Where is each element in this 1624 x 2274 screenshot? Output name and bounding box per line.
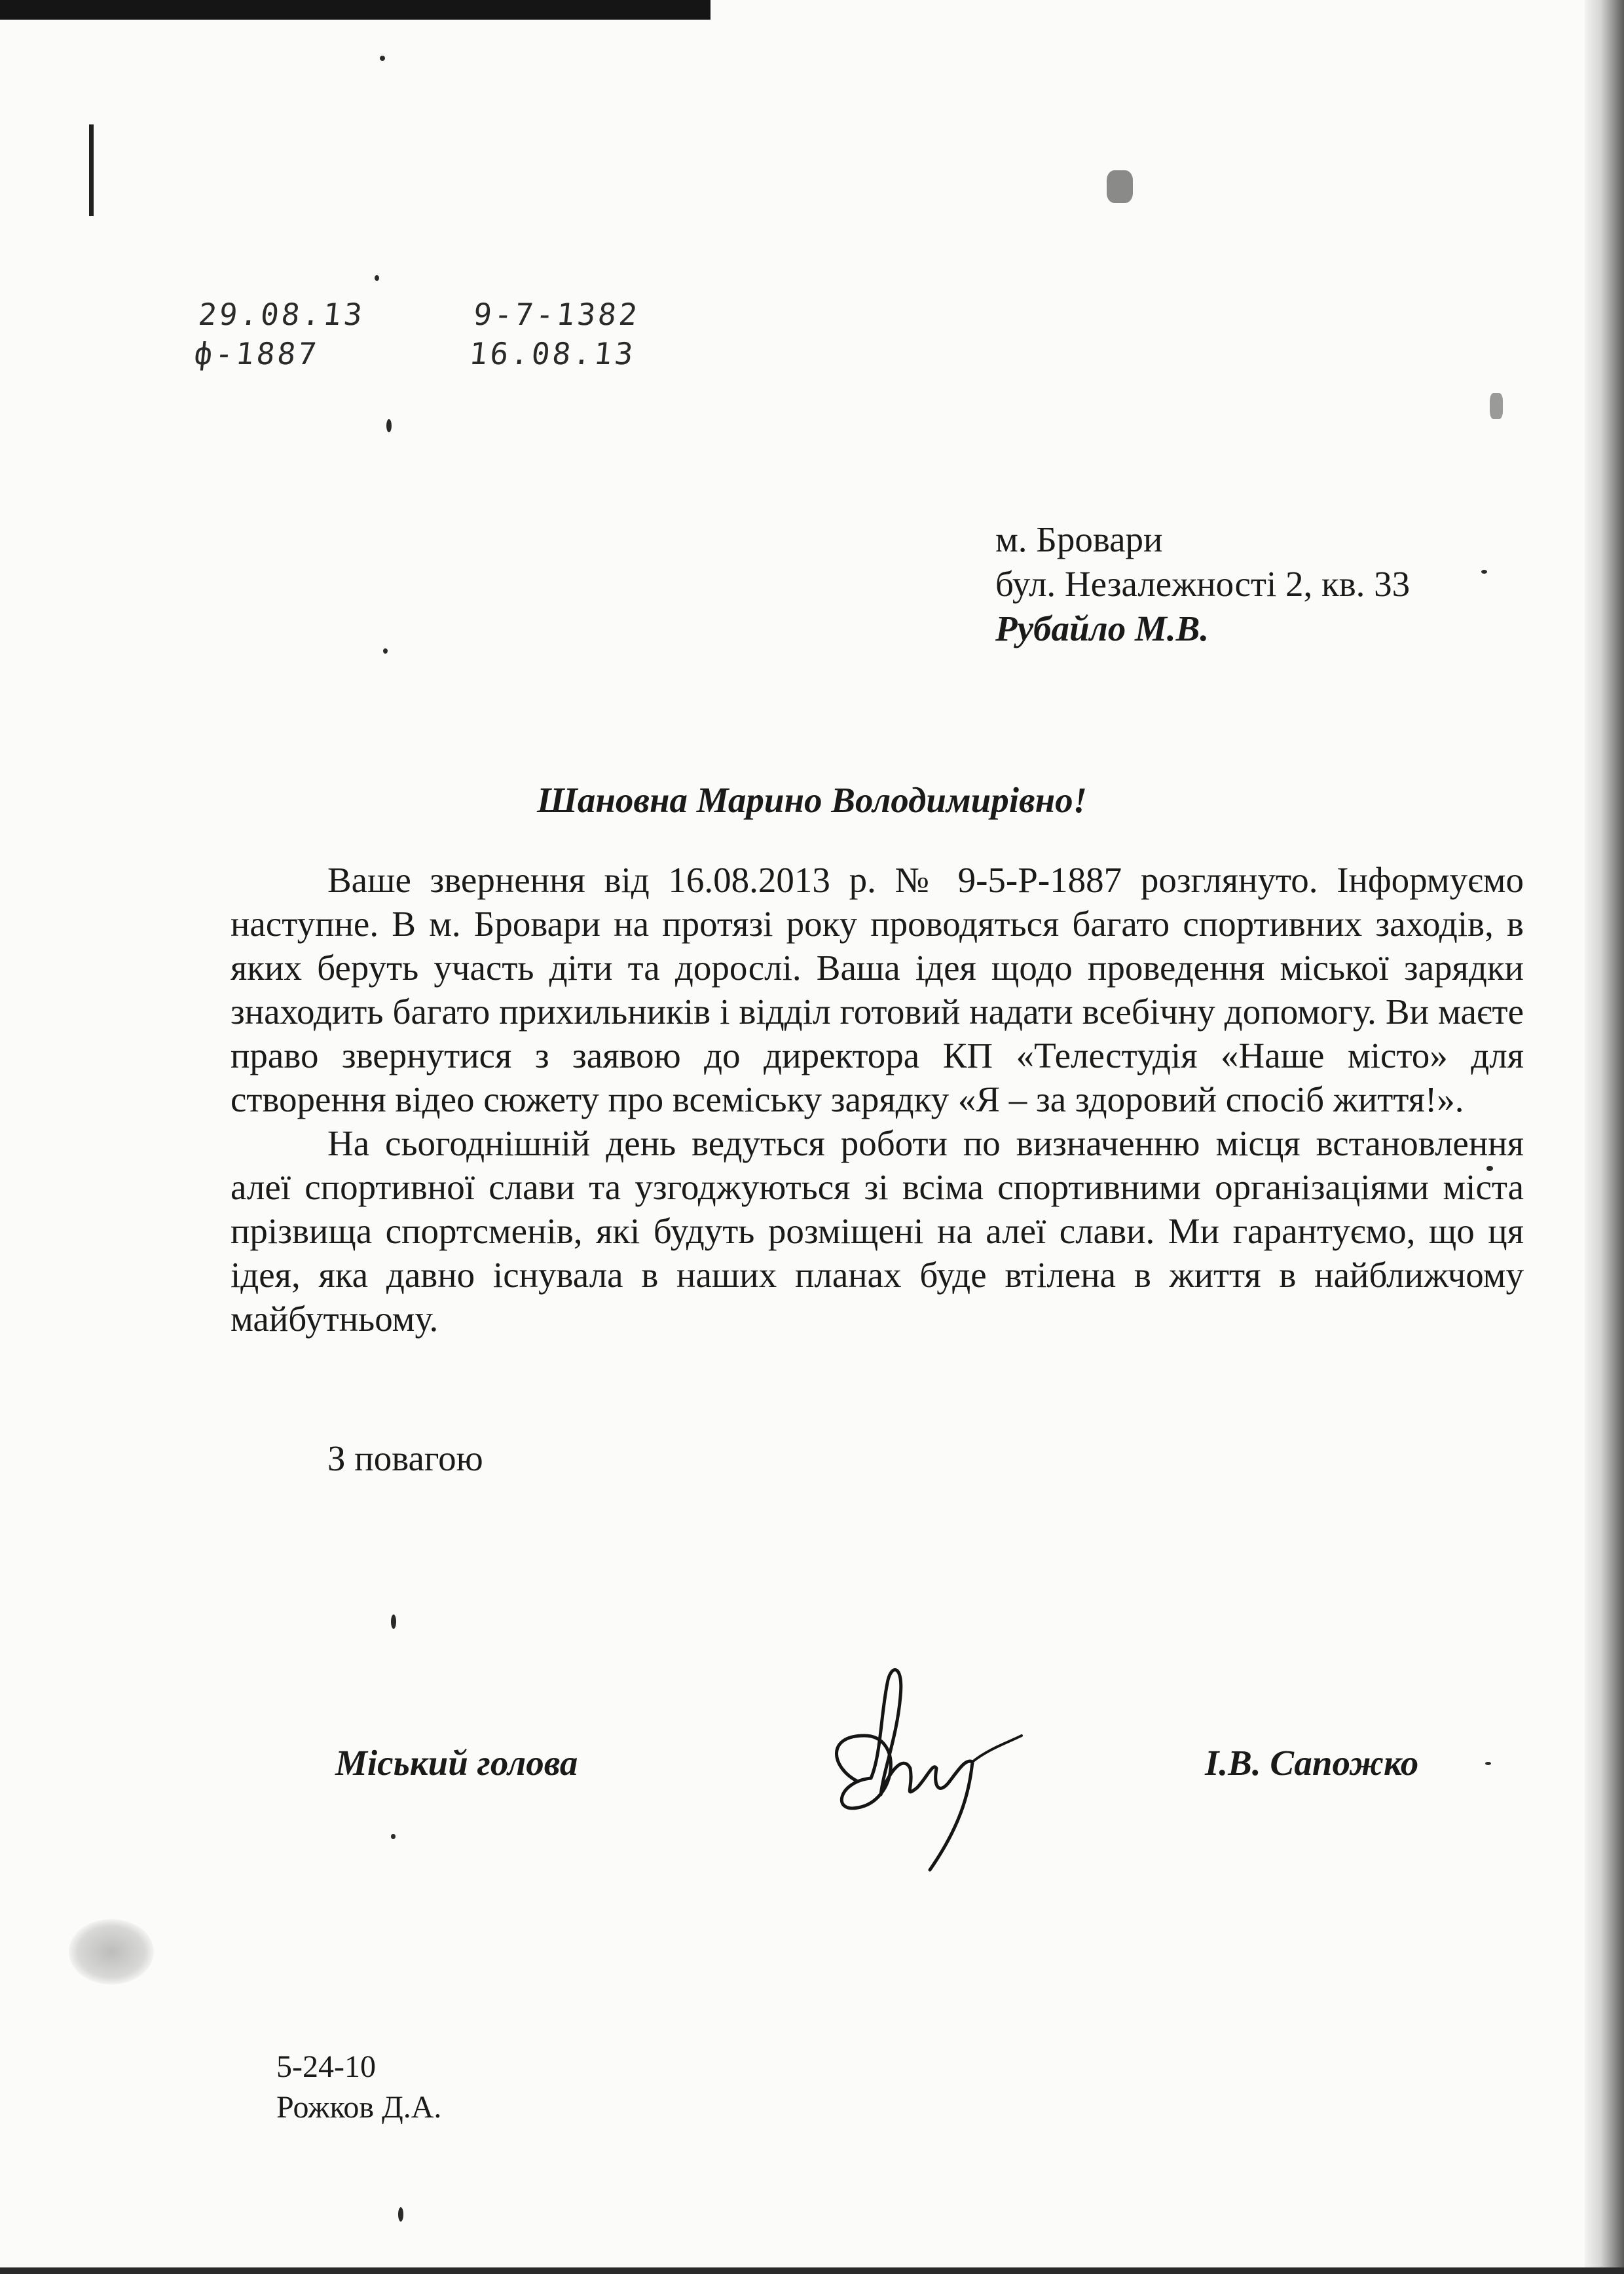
- scan-speck: [398, 2207, 403, 2222]
- stain-mark: [69, 1919, 154, 1985]
- addressee-street: бул. Незалежності 2, кв. 33: [995, 564, 1411, 604]
- scan-speck: [1481, 570, 1487, 574]
- closing-phrase: З повагою: [327, 1438, 483, 1478]
- executor-phone: 5-24-10: [276, 2049, 376, 2084]
- handwritten-row: [193, 334, 638, 373]
- addressee-block: [995, 517, 1410, 651]
- handwritten-date-sent: 16.08.13: [468, 336, 638, 371]
- executor-name: Рожков Д.А.: [276, 2090, 442, 2125]
- scan-speck: [1485, 1762, 1491, 1765]
- executor-block: [276, 2047, 441, 2128]
- scan-speck: [391, 1614, 396, 1629]
- bottom-scan-edge: [0, 2267, 1624, 2274]
- addressee-name: Рубайло М.В.: [995, 608, 1209, 648]
- signatory-name: І.В. Сапожко: [1205, 1743, 1419, 1783]
- scan-speck: [383, 648, 388, 654]
- handwritten-reference-number: ф-1887: [193, 336, 321, 371]
- scan-speck: [391, 1834, 396, 1839]
- salutation: Шановна Марино Володимирівно!: [536, 780, 1088, 820]
- signatory-title: Міський голова: [335, 1743, 578, 1783]
- right-scan-edge: [1585, 0, 1624, 2274]
- addressee-city: м. Бровари: [995, 519, 1163, 559]
- handwritten-date-received: 29.08.13: [196, 297, 367, 332]
- handwritten-row: [196, 295, 642, 334]
- handwritten-registration-notes: [193, 295, 642, 373]
- scan-speck: [1490, 393, 1503, 419]
- letter-body: [231, 858, 1524, 1341]
- body-paragraph-2: На сьогоднішній день ведуться роботи по визначенню місця встановлення алеї спортивної слави та узгоджуються зі всіма спортивними організаціями міста прізвища спортсменів, які будуть розміщені на алеї слави. Ми гарантуємо, що ця ідея, яка давно існувала в наших планах буде втілена в життя в найближчому майбутньому.: [231, 1123, 1524, 1339]
- scan-speck: [375, 275, 379, 281]
- handwritten-signature: [819, 1637, 1035, 1886]
- left-margin-mark: [89, 124, 94, 216]
- scan-speck: [386, 419, 392, 432]
- handwritten-outgoing-number: 9-7-1382: [471, 297, 642, 332]
- top-scan-bar: [0, 0, 710, 20]
- scan-speck: [380, 56, 385, 61]
- body-paragraph-1: Ваше звернення від 16.08.2013 р. № 9-5-Р-1887 розглянуто. Інформуємо наступне. В м. Бровари на протязі року проводяться багато спортивних заходів, в яких беруть участь діти та дорослі. Ваша ідея щодо проведення міської зарядки знаходить багато прихильників і відділ готовий надати всебічну допомогу. Ви маєте право звернутися з заявою до директора КП «Телестудія «Наше місто» для створення відео сюжету про всеміську зарядку «Я – за здоровий спосіб життя!».: [231, 860, 1524, 1119]
- scan-speck: [1107, 170, 1133, 203]
